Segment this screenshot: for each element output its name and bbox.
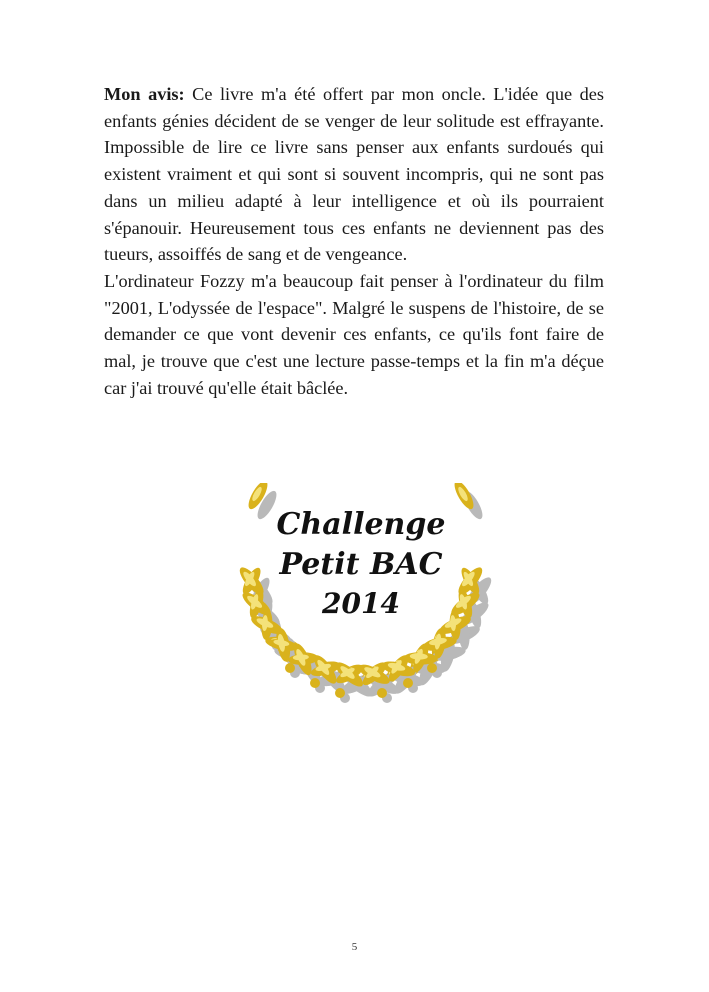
badge-line-1: Challenge — [276, 507, 446, 542]
review-lead: Mon avis: — [104, 84, 185, 104]
challenge-badge — [220, 483, 502, 711]
badge-line-3: 2014 — [322, 587, 400, 620]
badge-line-2: Petit BAC — [279, 547, 443, 582]
review-paragraph-1-text: Ce livre m'a été offert par mon oncle. L'idée que des enfants génies décident de se venger de leur solitude est effrayante. Impossible de lire ce livre sans penser aux enfants surdoués qui existent vraiment et qui sont si souvent incompris, qui ne sont pas dans un milieu adapté à leur intelligence et où ils pourraient s'épanouir. Heureusement tous ces enfants ne deviennent pas des tueurs, assoiffés de sang et de vengeance. — [104, 84, 604, 265]
review-paragraph-1 — [104, 81, 604, 268]
review-paragraph-2: L'ordinateur Fozzy m'a beaucoup fait penser à l'ordinateur du film "2001, L'odyssée de l'espace". Malgré le suspens de l'histoire, de se demander ce que vont devenir ces enfants, ce qu'ils font faire de mal, je trouve que c'est une lecture passe-temps et la fin m'a déçue car j'ai trouvé qu'elle était bâclée. — [104, 270, 604, 398]
review-text — [104, 81, 604, 401]
page-number: 5 — [351, 941, 358, 953]
